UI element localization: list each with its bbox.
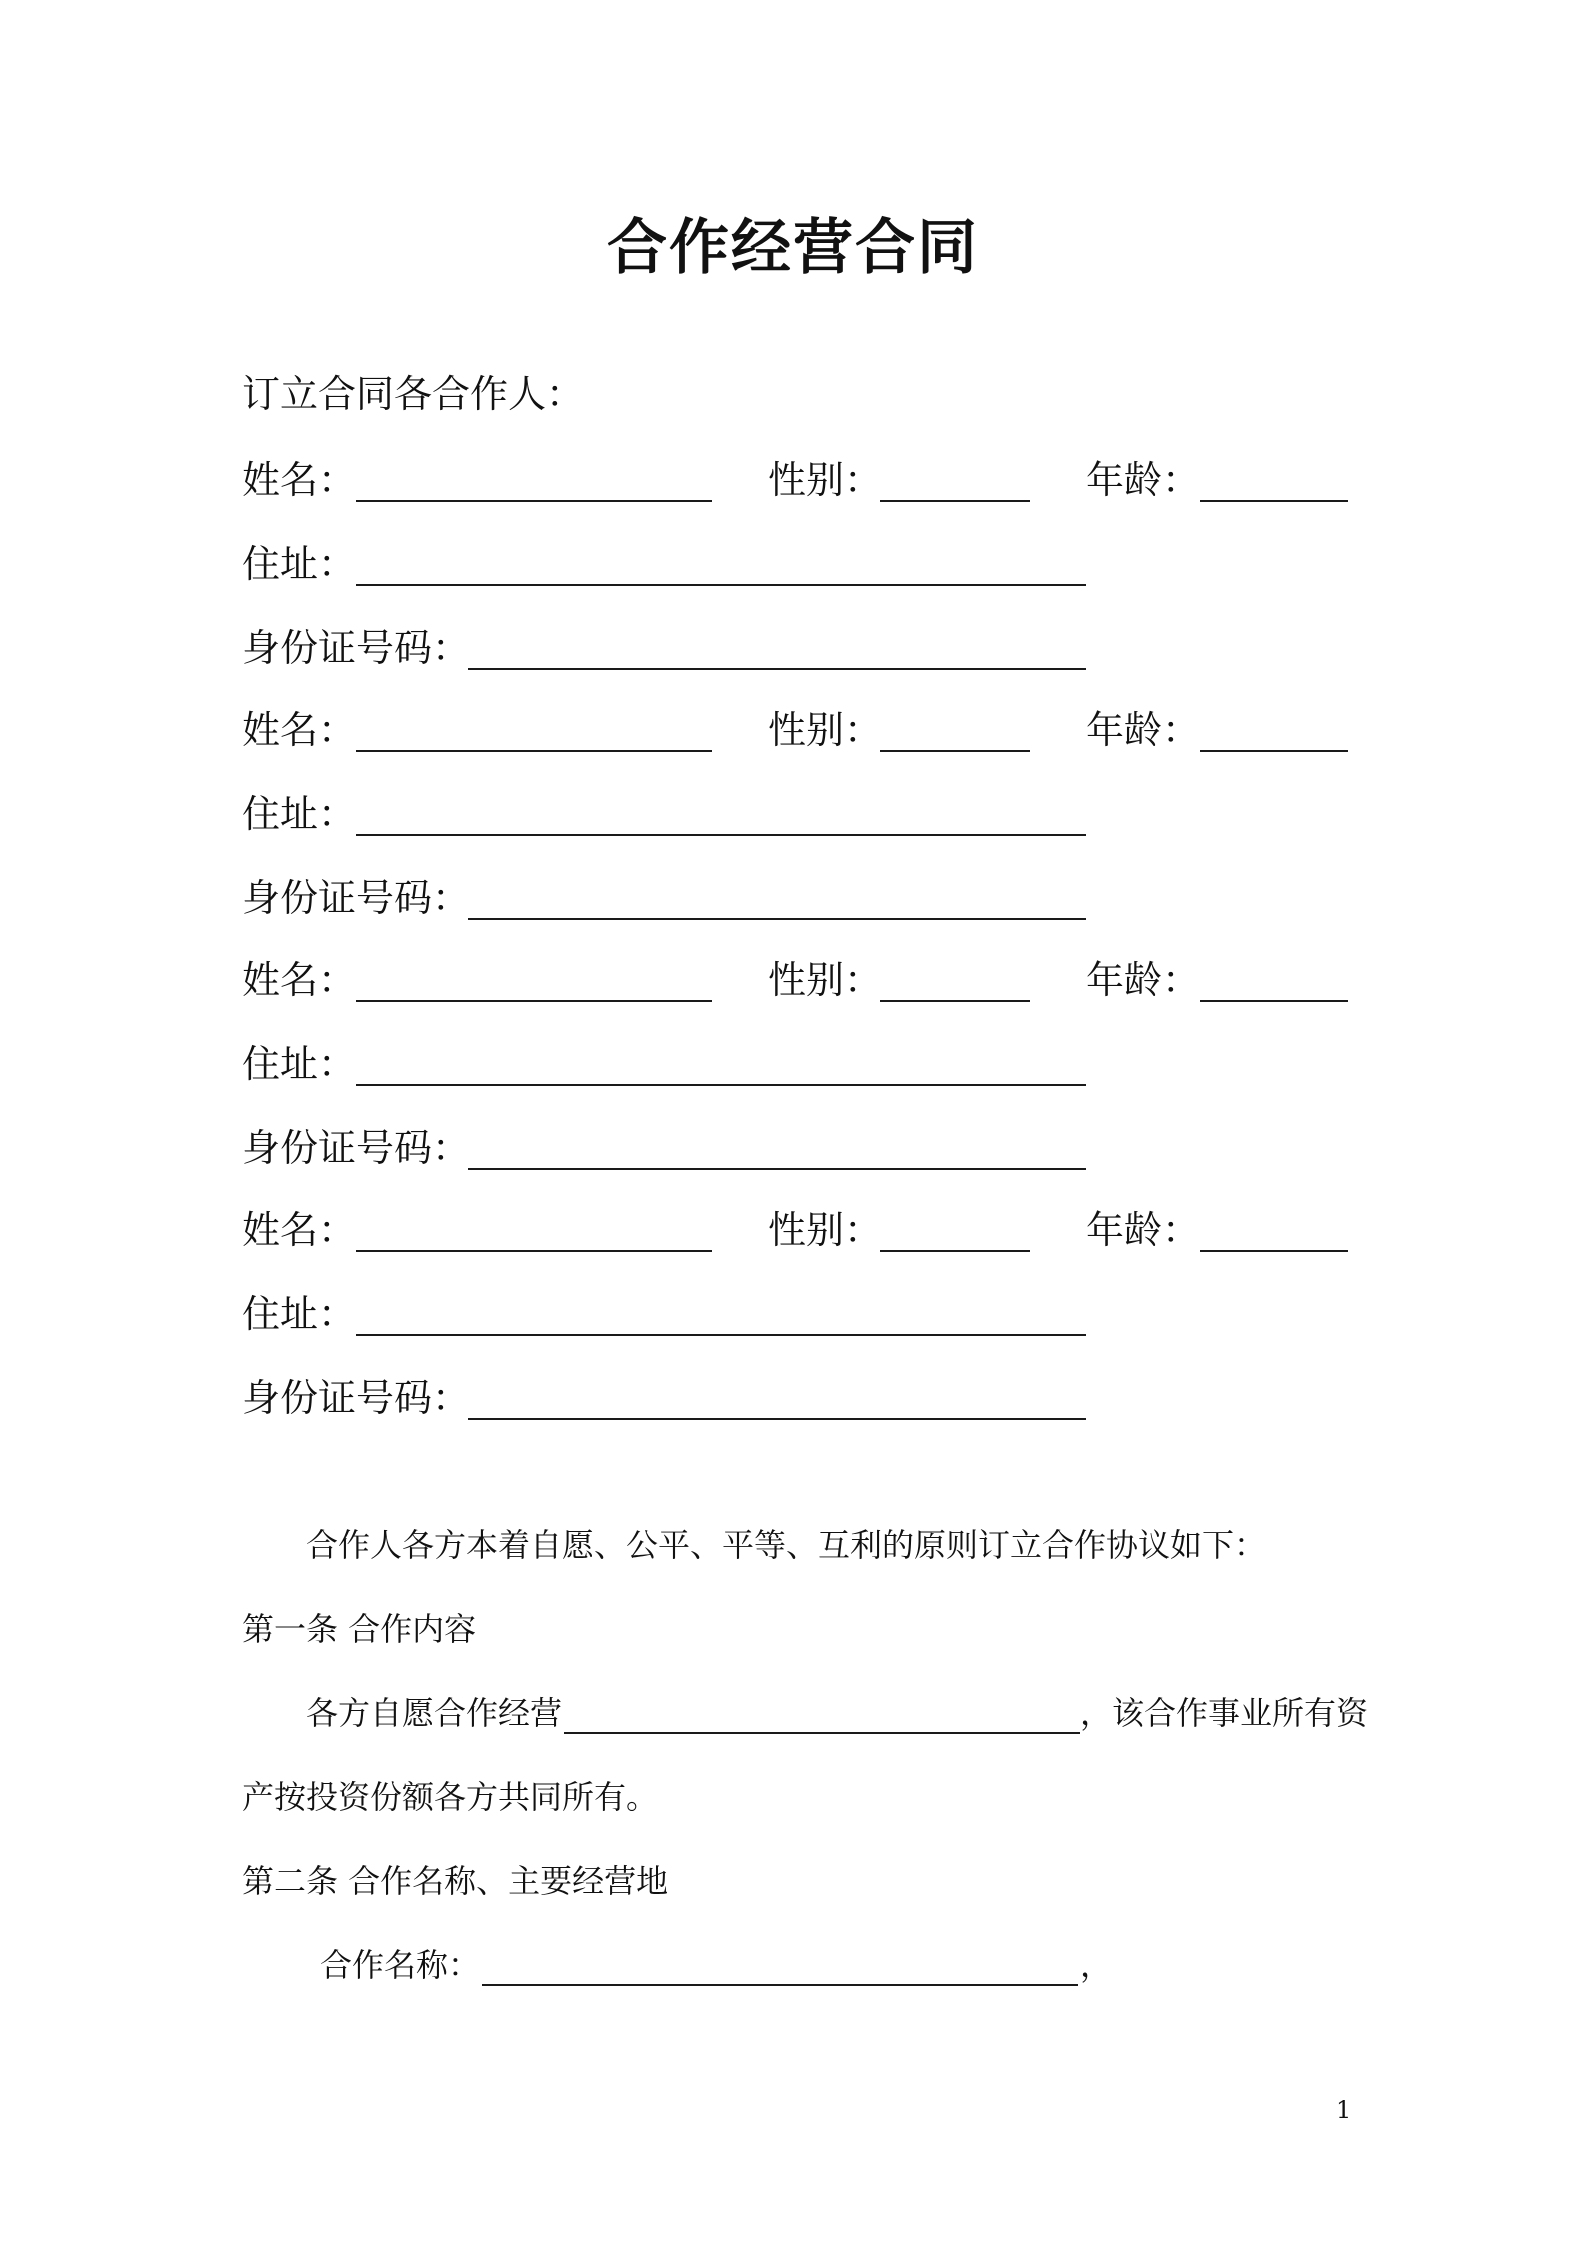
article-1-text-end: ，该合作事业所有资 (1080, 1694, 1369, 1732)
gender-blank[interactable] (880, 1250, 1030, 1252)
id-number-blank[interactable] (468, 668, 1086, 670)
article-1-heading: 第一条 合作内容 (242, 1610, 477, 1648)
id-number-label: 身份证号码： (242, 1126, 471, 1170)
partner-1-name-row (0, 450, 1586, 510)
partner-4-address-row (0, 1284, 1586, 1344)
partner-4-name-row (0, 1200, 1586, 1260)
gender-blank[interactable] (880, 1000, 1030, 1002)
business-content-blank[interactable] (564, 1732, 1080, 1734)
address-blank[interactable] (356, 1084, 1086, 1086)
address-label: 住址： (242, 1292, 357, 1336)
name-label: 姓名： (242, 708, 357, 752)
name-label: 姓名： (242, 958, 357, 1002)
gender-label: 性别： (768, 958, 883, 1002)
address-label: 住址： (242, 792, 357, 836)
id-number-label: 身份证号码： (242, 876, 471, 920)
cooperation-name-blank[interactable] (482, 1984, 1078, 1986)
age-blank[interactable] (1200, 1000, 1348, 1002)
preamble: 合作人各方本着自愿、公平、平等、互利的原则订立合作协议如下： (306, 1526, 1267, 1564)
name-blank[interactable] (356, 1250, 712, 1252)
id-number-blank[interactable] (468, 1418, 1086, 1420)
name-blank[interactable] (356, 1000, 712, 1002)
cooperation-name-row (0, 1940, 1586, 2000)
name-blank[interactable] (356, 750, 712, 752)
partner-2-address-row (0, 784, 1586, 844)
address-label: 住址： (242, 1042, 357, 1086)
address-blank[interactable] (356, 834, 1086, 836)
partner-2-name-row (0, 700, 1586, 760)
name-label: 姓名： (242, 458, 357, 502)
cooperation-name-label: 合作名称： (320, 1946, 481, 1984)
id-number-blank[interactable] (468, 918, 1086, 920)
partner-3-name-row (0, 950, 1586, 1010)
gender-blank[interactable] (880, 750, 1030, 752)
article-1-line-2: 产按投资份额各方共同所有。 (242, 1778, 659, 1816)
cooperation-name-comma: ， (1080, 1946, 1113, 1984)
partner-1-id-row (0, 618, 1586, 678)
partner-3-address-row (0, 1034, 1586, 1094)
age-blank[interactable] (1200, 500, 1348, 502)
age-label: 年龄： (1086, 1208, 1201, 1252)
document-title: 合作经营合同 (607, 213, 979, 283)
partner-4-id-row (0, 1368, 1586, 1428)
id-number-label: 身份证号码： (242, 626, 471, 670)
gender-blank[interactable] (880, 500, 1030, 502)
name-label: 姓名： (242, 1208, 357, 1252)
partner-1-address-row (0, 534, 1586, 594)
age-label: 年龄： (1086, 708, 1201, 752)
gender-label: 性别： (768, 1208, 883, 1252)
parties-intro: 订立合同各合作人： (242, 372, 585, 416)
age-label: 年龄： (1086, 958, 1201, 1002)
name-blank[interactable] (356, 500, 712, 502)
page-number: 1 (1336, 2096, 1352, 2124)
address-blank[interactable] (356, 1334, 1086, 1336)
age-blank[interactable] (1200, 750, 1348, 752)
gender-label: 性别： (768, 458, 883, 502)
gender-label: 性别： (768, 708, 883, 752)
id-number-blank[interactable] (468, 1168, 1086, 1170)
article-2-heading: 第二条 合作名称、主要经营地 (242, 1862, 669, 1900)
age-blank[interactable] (1200, 1250, 1348, 1252)
address-label: 住址： (242, 542, 357, 586)
partner-3-id-row (0, 1118, 1586, 1178)
partner-2-id-row (0, 868, 1586, 928)
age-label: 年龄： (1086, 458, 1201, 502)
id-number-label: 身份证号码： (242, 1376, 471, 1420)
address-blank[interactable] (356, 584, 1086, 586)
article-1-text-start: 各方自愿合作经营 (306, 1694, 563, 1732)
article-1-line-1 (0, 1688, 1586, 1748)
